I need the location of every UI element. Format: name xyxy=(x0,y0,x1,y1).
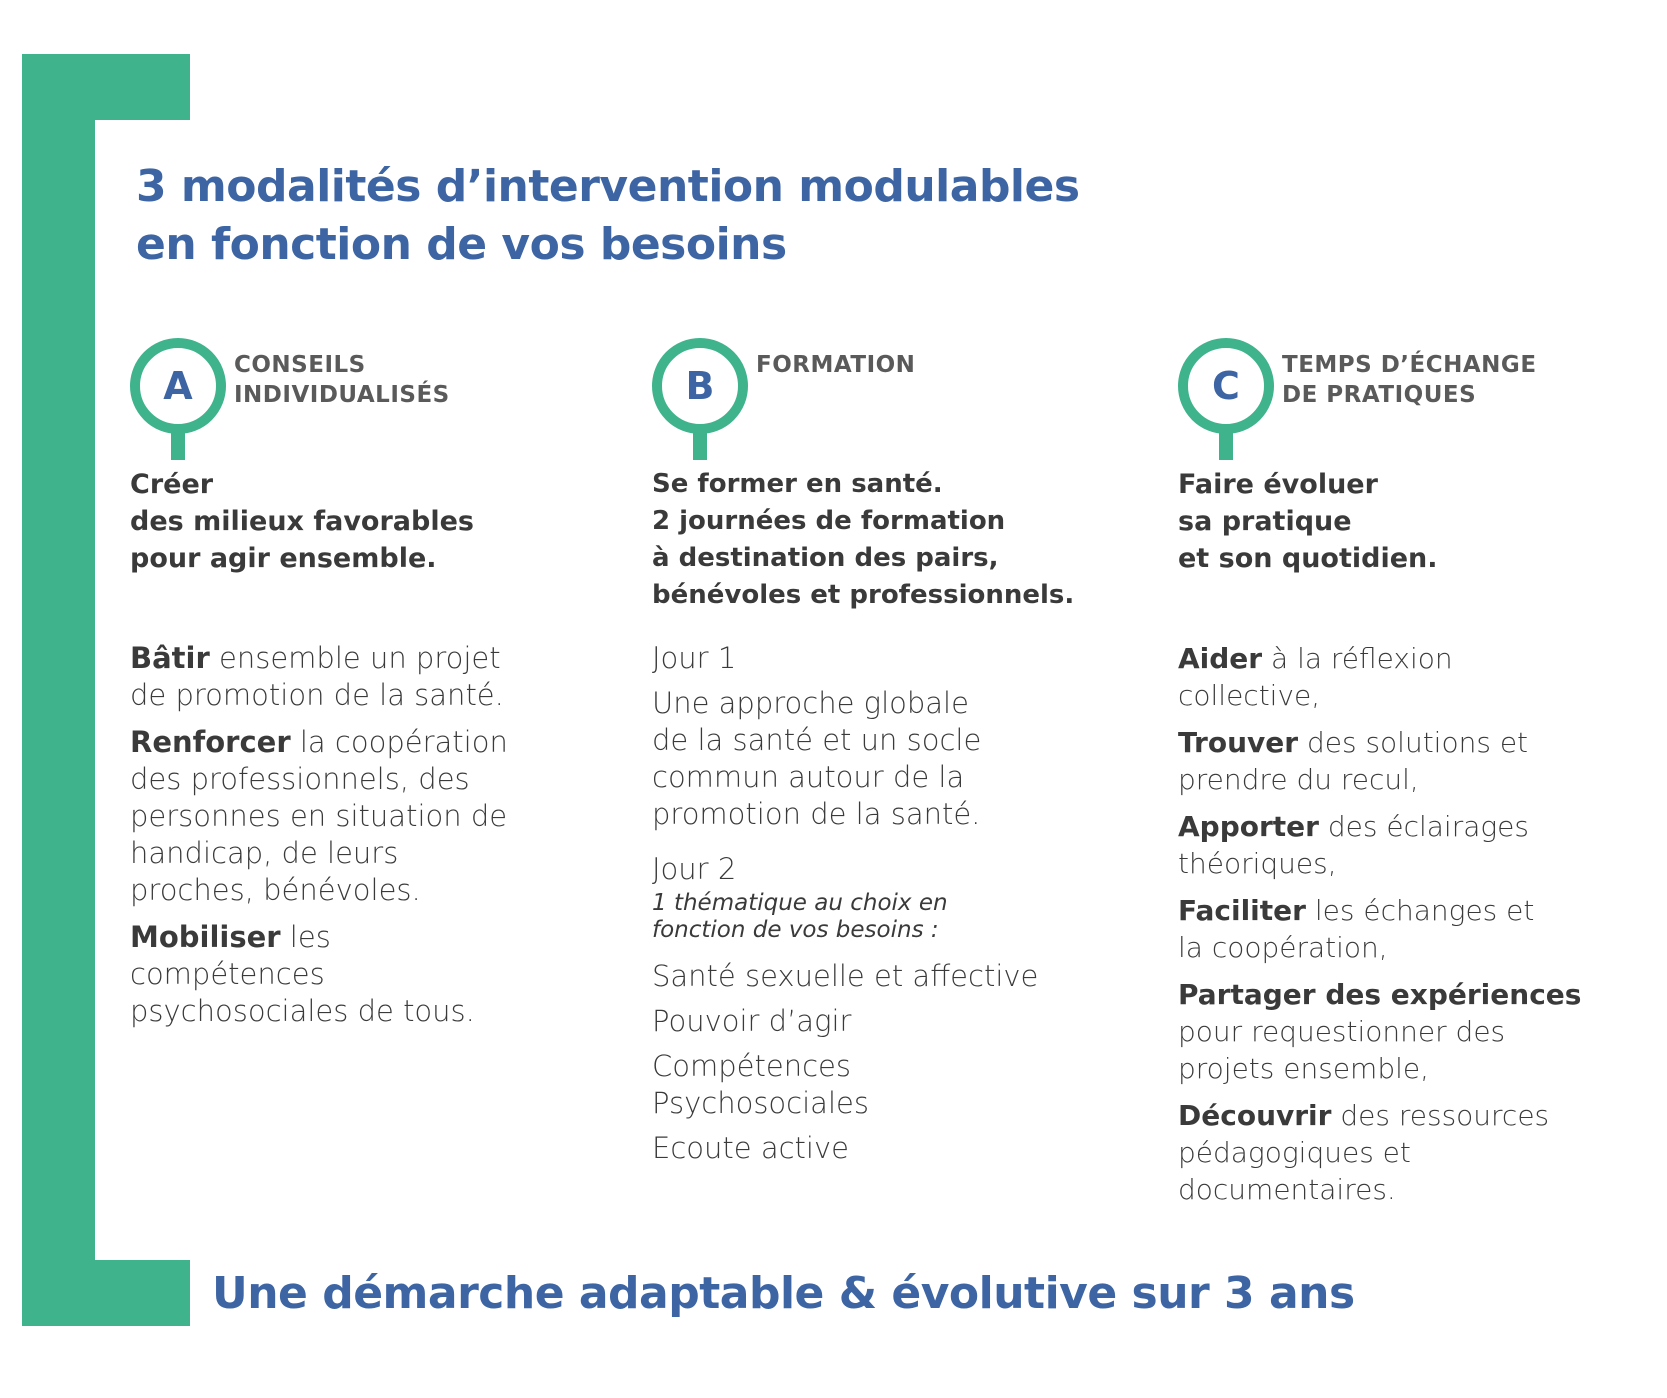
item-text: des éclairages théoriques, xyxy=(1178,810,1529,880)
headline-line: et son quotidien. xyxy=(1178,543,1438,574)
list-item xyxy=(1178,724,1558,798)
label-line: INDIVIDUALISÉS xyxy=(234,382,450,408)
list-item xyxy=(1178,976,1598,1087)
item-keyword: Découvrir xyxy=(1178,1099,1332,1132)
item-text: des solutions et prendre du recul, xyxy=(1178,726,1529,796)
headline-line: Faire évoluer xyxy=(1178,469,1378,500)
list-item xyxy=(1178,808,1558,882)
headline-line: des milieux favorables xyxy=(130,506,474,537)
headline-line: sa pratique xyxy=(1178,506,1352,537)
column-headline xyxy=(1178,466,1648,577)
pin-c-icon xyxy=(1178,338,1274,460)
item-text: à la réflexion collective, xyxy=(1178,642,1453,712)
pin-letter: A xyxy=(163,364,193,408)
list-item xyxy=(1178,1097,1598,1208)
item-text: pour requestionner des projets ensemble, xyxy=(1178,1015,1506,1085)
headline-line: à destination des pairs, xyxy=(652,543,999,573)
item-keyword: Aider xyxy=(1178,642,1263,675)
day1-title: Jour 1 xyxy=(652,641,737,675)
theme-item: Pouvoir d’agir xyxy=(652,1004,852,1038)
item-keyword: Trouver xyxy=(1178,726,1299,759)
headline-line: 2 journées de formation xyxy=(652,506,1006,536)
theme-item: Compétences Psychosociales xyxy=(652,1049,869,1120)
headline-line: Créer xyxy=(130,469,214,500)
page-title xyxy=(136,158,1236,274)
pin-a-icon xyxy=(130,338,226,460)
item-text: les compétences psychosociales de tous. xyxy=(130,920,475,1028)
day1-text: Une approche globale de la santé et un socle commun autour de la promotion de la santé. xyxy=(652,686,982,831)
item-keyword: Bâtir xyxy=(130,641,210,675)
title-line-1: 3 modalités d’intervention modulables xyxy=(136,161,1080,212)
column-headline xyxy=(652,466,1122,614)
item-keyword: Faciliter xyxy=(1178,894,1306,927)
day2-title: Jour 2 xyxy=(652,852,737,886)
column-body xyxy=(130,640,530,1040)
title-line-2: en fonction de vos besoins xyxy=(136,219,787,270)
column-label xyxy=(756,350,1116,380)
column-headline xyxy=(130,466,600,577)
item-keyword: Partager des expériences xyxy=(1178,978,1582,1011)
pin-letter: C xyxy=(1212,364,1240,408)
item-text: la coopération des professionnels, des personnes en situation de handicap, de leurs proches, bénévoles. xyxy=(130,725,508,907)
pin-b-icon xyxy=(652,338,748,460)
headline-line: pour agir ensemble. xyxy=(130,543,437,574)
item-text: ensemble un projet de promotion de la santé. xyxy=(130,641,504,712)
headline-line: Se former en santé. xyxy=(652,469,943,499)
frame-bracket-vertical xyxy=(22,54,95,1325)
list-item xyxy=(1178,892,1558,966)
item-keyword: Apporter xyxy=(1178,810,1319,843)
column-label xyxy=(1282,350,1642,410)
label-line: TEMPS D’ÉCHANGE xyxy=(1282,352,1537,378)
column-label xyxy=(234,350,594,410)
list-item xyxy=(1178,640,1478,714)
footer-title: Une démarche adaptable & évolutive sur 3 ans xyxy=(212,1268,1355,1319)
list-item xyxy=(130,919,530,1030)
pin-letter: B xyxy=(685,364,715,408)
item-text: les échanges et la coopération, xyxy=(1178,894,1535,964)
item-text: des ressources pédagogiques et documentaires. xyxy=(1178,1099,1550,1206)
frame-bracket-top xyxy=(22,54,190,120)
day2-note: 1 thématique au choix en fonction de vos besoins : xyxy=(652,890,948,943)
frame-bracket-bottom xyxy=(22,1260,190,1326)
column-body xyxy=(1178,640,1618,1218)
headline-line: bénévoles et professionnels. xyxy=(652,580,1075,610)
theme-item: Santé sexuelle et affective xyxy=(652,959,1039,993)
label-line: FORMATION xyxy=(756,352,916,378)
item-keyword: Mobiliser xyxy=(130,920,281,954)
list-item xyxy=(130,640,530,714)
label-line: DE PRATIQUES xyxy=(1282,382,1477,408)
list-item xyxy=(130,724,530,909)
column-body xyxy=(652,640,1052,1175)
theme-item: Ecoute active xyxy=(652,1131,849,1165)
label-line: CONSEILS xyxy=(234,352,366,378)
item-keyword: Renforcer xyxy=(130,725,291,759)
